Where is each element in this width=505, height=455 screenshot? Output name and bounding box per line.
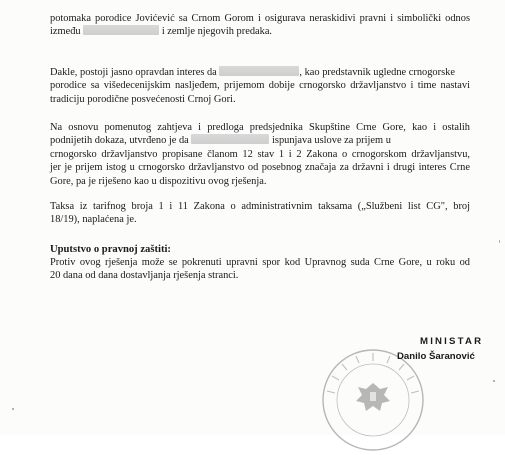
text-line: potomaka porodice Jovićević sa Crnom Gorom i osigurava neraskidivi pravni i simbolički odnos xyxy=(50,13,470,24)
paragraph-decision-basis xyxy=(50,121,470,188)
paragraph-fee xyxy=(50,200,470,227)
text-line xyxy=(50,134,470,147)
text-line: crnogorsko državljanstvo propisane članom 12 stav 1 i 2 Zakona o crnogorskom državljanstvu, xyxy=(50,148,470,160)
text-line xyxy=(50,66,470,79)
text-segment: i zemlje njegovih predaka. xyxy=(161,26,273,38)
text-line: tradiciju porodične posvećenosti Crnoj Gori. xyxy=(50,93,236,105)
text-line: jer je prijem istog u crnogorsko državljanstvo od posebnog značaja za državni i drugi interes Crne xyxy=(50,162,470,174)
text-segment: , kao predstavnik ugledne crnogorske xyxy=(299,67,455,78)
redacted-name xyxy=(191,134,269,144)
text-line: Protiv ovog rješenja može se pokrenuti upravni spor kod Upravnog suda Crne Gore, u roku od xyxy=(50,257,470,268)
text-line: porodice sa višedecenijskim nasljeđem, prijemom dobije crnogorsko državljanstvo i time nastavi xyxy=(50,80,470,92)
text-segment: podnijetih dokaza, utvrđeno je da xyxy=(50,135,189,147)
text-line: 20 dana od dana dostavljanja rješenja stranci. xyxy=(50,270,239,282)
text-line xyxy=(50,25,470,38)
paragraph-lineage xyxy=(50,12,470,39)
text-line: Na osnovu pomenutog zahtjeva i predloga predsjednika Skupštine Crne Gore, kao i ostalih xyxy=(50,122,470,133)
legal-remedy-heading: Uputstvo o pravnoj zaštiti: xyxy=(50,244,171,255)
text-segment: između xyxy=(50,26,81,38)
scan-speck xyxy=(12,408,14,410)
redacted-name xyxy=(83,25,159,35)
text-line: Taksa iz tarifnog broja 1 i 11 Zakona o administrativnim taksama („Službeni list CG", broj xyxy=(50,201,470,212)
signature-title: MINISTAR xyxy=(420,336,484,347)
signature-name: Danilo Šaranović xyxy=(397,351,475,362)
scan-speck xyxy=(493,380,495,382)
text-segment: Dakle, postoji jasno opravdan interes da xyxy=(50,67,217,78)
text-segment: ispunjava uslove za prijem u xyxy=(272,135,391,147)
paragraph-legal-remedy xyxy=(50,256,470,283)
redacted-name xyxy=(219,66,299,76)
text-line: 18/19), naplaćena je. xyxy=(50,214,137,226)
text-line: Gore, pa je riješeno kao u dispozitivu ovog rješenja. xyxy=(50,175,267,187)
paragraph-justification xyxy=(50,66,470,106)
scan-speck xyxy=(499,240,500,243)
